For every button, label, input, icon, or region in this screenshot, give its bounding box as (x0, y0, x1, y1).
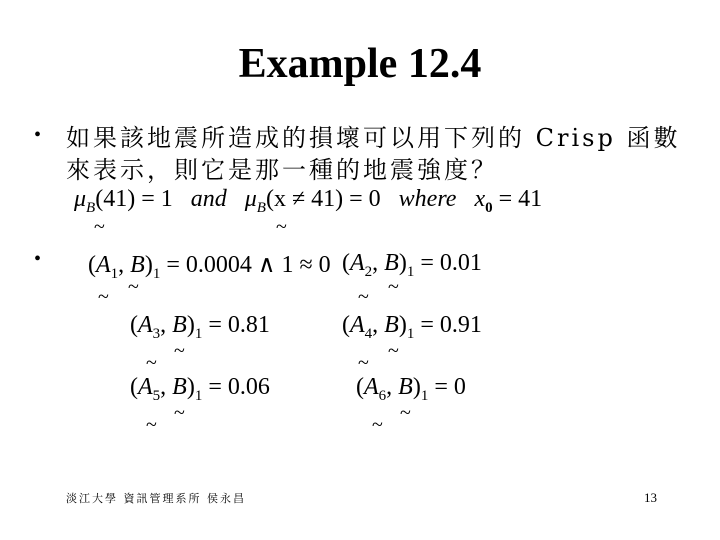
result-a6-value: = 0 (434, 374, 466, 400)
bullet-marker: • (34, 124, 42, 146)
tilde-mark: ~ (358, 352, 369, 374)
tilde-mark: ~ (276, 216, 287, 238)
question-line-2: 來表示，則它是那一種的地震強度？ (66, 156, 498, 184)
tilde-mark: ~ (388, 276, 399, 298)
result-a1: ($A_1$, $B)_1 = 0.0004$ ∧ 1 ≈ 0 (88, 252, 331, 282)
tilde-mark: ~ (128, 276, 139, 298)
result-a2-value: = 0.01 (420, 250, 482, 276)
tilde-mark: ~ (372, 414, 383, 436)
tilde-mark: ~ (146, 352, 157, 374)
tilde-mark: ~ (400, 402, 411, 424)
result-a4-index: 4 (364, 326, 373, 342)
result-a1-value: = 0.0004 ∧ 1 ≈ 0 (166, 252, 331, 278)
result-a4: ($A_4$, $B)_1 = 0.91$ (342, 312, 482, 342)
slide-title: Example 12.4 (238, 41, 482, 87)
tilde-mark: ~ (174, 402, 185, 424)
result-a1-index: 1 (110, 266, 119, 282)
tilde-mark: ~ (358, 286, 369, 308)
tilde-mark: ~ (94, 216, 105, 238)
bullet-marker: • (34, 248, 42, 270)
page-number: 13 (644, 490, 657, 505)
tilde-mark: ~ (146, 414, 157, 436)
tilde-mark: ~ (98, 286, 109, 308)
result-a2-index: 2 (364, 264, 373, 280)
x0-value: = 41 (498, 186, 543, 212)
result-a3-index: 3 (152, 326, 161, 342)
result-a3-value: = 0.81 (208, 312, 270, 338)
where-word: where (398, 186, 457, 212)
mu-b-at-41: (41) = 1 (95, 186, 173, 212)
crisp-definition: $\mu_B(41) = 1$ and $\mu_B(x \ne 41) = 0$ where $x_0 = 41$ (74, 186, 543, 216)
question-line-1: 如果該地震所造成的損壞可以用下列的 Crisp 函數 (66, 124, 681, 152)
tilde-mark: ~ (174, 340, 185, 362)
tilde-mark: ~ (388, 340, 399, 362)
result-a6-index: 6 (378, 388, 387, 404)
result-a5-value: = 0.06 (208, 374, 270, 400)
result-a5-index: 5 (152, 388, 161, 404)
result-a6: ($A_6$, $B)_1 = 0$ (356, 374, 466, 404)
footer-affiliation: 淡江大學 資訊管理系所 侯永昌 (66, 492, 246, 505)
result-a2: ($A_2$, $B)_1 = 0.01$ (342, 250, 482, 280)
and-word: and (190, 186, 227, 212)
mu-b-elsewhere: (x ≠ 41) = 0 (265, 186, 381, 212)
result-a4-value: = 0.91 (420, 312, 482, 338)
result-a3: ($A_3$, $B)_1 = 0.81$ (130, 312, 270, 342)
result-a5: ($A_5$, $B)_1 = 0.06$ (130, 374, 270, 404)
